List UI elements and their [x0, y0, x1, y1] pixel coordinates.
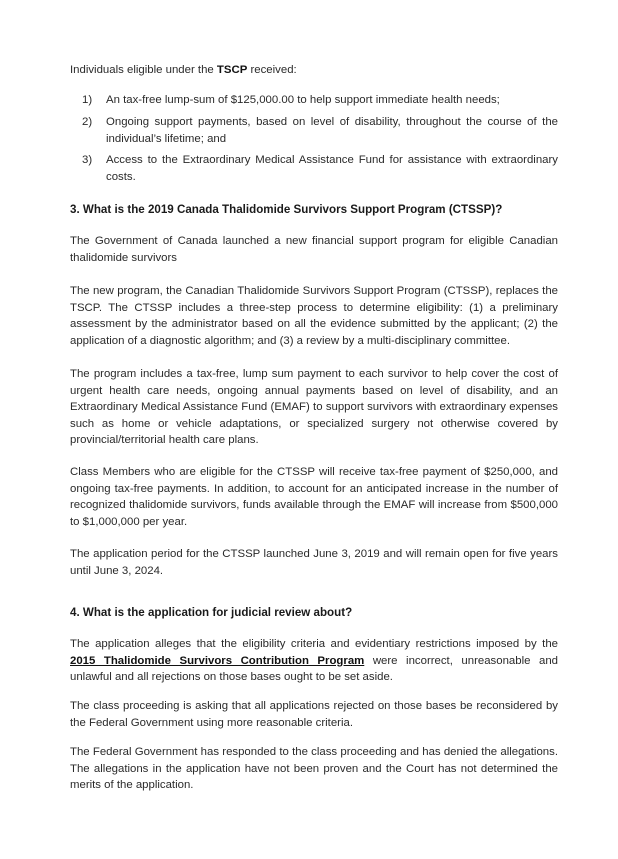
intro-prefix: Individuals eligible under the: [70, 64, 217, 76]
list-item: [82, 114, 558, 148]
intro-suffix: received:: [247, 64, 297, 76]
intro-text: [70, 62, 558, 79]
section-4-paragraph: The class proceeding is asking that all applications rejected on those bases be reconsidered by the Federal Government using more reasonable criteria.: [70, 700, 558, 729]
section-4-paragraph: [70, 636, 558, 686]
section-3-paragraph: The program includes a tax-free, lump sum payment to each survivor to help cover the cost of urgent health care needs, ongoing annual payments based on level of disability, and an Extraordinary Medical Assistance Fund (EMAF) to support survivors with extraordinary expenses such as home or vehicle adaptations, or specialized surgery not otherwise covered by provincial/territorial health care plans.: [70, 368, 558, 446]
section-3-paragraph: The Government of Canada launched a new financial support program for eligible Canadian thalidomide survivors: [70, 235, 558, 264]
list-number: 2): [82, 116, 93, 128]
list-item: [82, 152, 558, 186]
paragraph-text: were incorrect, unreasonable and unlawful and all rejections on those bases ought to be set aside.: [70, 654, 558, 683]
paragraph-text: The application alleges that the eligibility criteria and evidentiary restrictions imposed by the: [70, 638, 558, 650]
section-4-heading: 4. What is the application for judicial review about?: [70, 606, 353, 619]
tscp-bold: TSCP: [216, 64, 248, 76]
section-3-paragraph: The new program, the Canadian Thalidomide Survivors Support Program (CTSSP), replaces the TSCP. The CTSSP includes a three-step process to determine eligibility: (1) a preliminary assessment by the administrator based on all the evidence submitted by the applicant; (2) the application of a diagnostic algorithm; and (3) a review by a multi-disciplinary committee.: [70, 285, 558, 347]
list-item: [82, 92, 558, 109]
section-3-paragraph: The application period for the CTSSP launched June 3, 2019 and will remain open for five years until June 3, 2024.: [70, 548, 558, 577]
list-text: An tax-free lump-sum of $125,000.00 to help support immediate health needs;: [106, 94, 500, 106]
section-3-paragraph: Class Members who are eligible for the CTSSP will receive tax-free payment of $250,000, and ongoing tax-free payments. In addition, to account for an anticipated increase in the number of recognized thalidomide survivors, funds available through the EMAF will increase from $500,000 to $1,000,000 per year.: [70, 466, 558, 528]
section-4-paragraph: The Federal Government has responded to the class proceeding and has denied the allegations. The allegations in the application have not been proven and the Court has not determined the merits of the application.: [70, 746, 558, 791]
section-3-heading: 3. What is the 2019 Canada Thalidomide Survivors Support Program (CTSSP)?: [70, 203, 503, 216]
list-text: Ongoing support payments, based on level of disability, throughout the course of the individual’s lifetime; and: [106, 116, 558, 145]
list-number: 1): [82, 94, 93, 106]
list-number: 3): [82, 154, 93, 166]
list-text: Access to the Extraordinary Medical Assistance Fund for assistance with extraordinary costs.: [106, 154, 558, 183]
program-link[interactable]: 2015 Thalidomide Survivors Contribution Program: [70, 654, 365, 667]
